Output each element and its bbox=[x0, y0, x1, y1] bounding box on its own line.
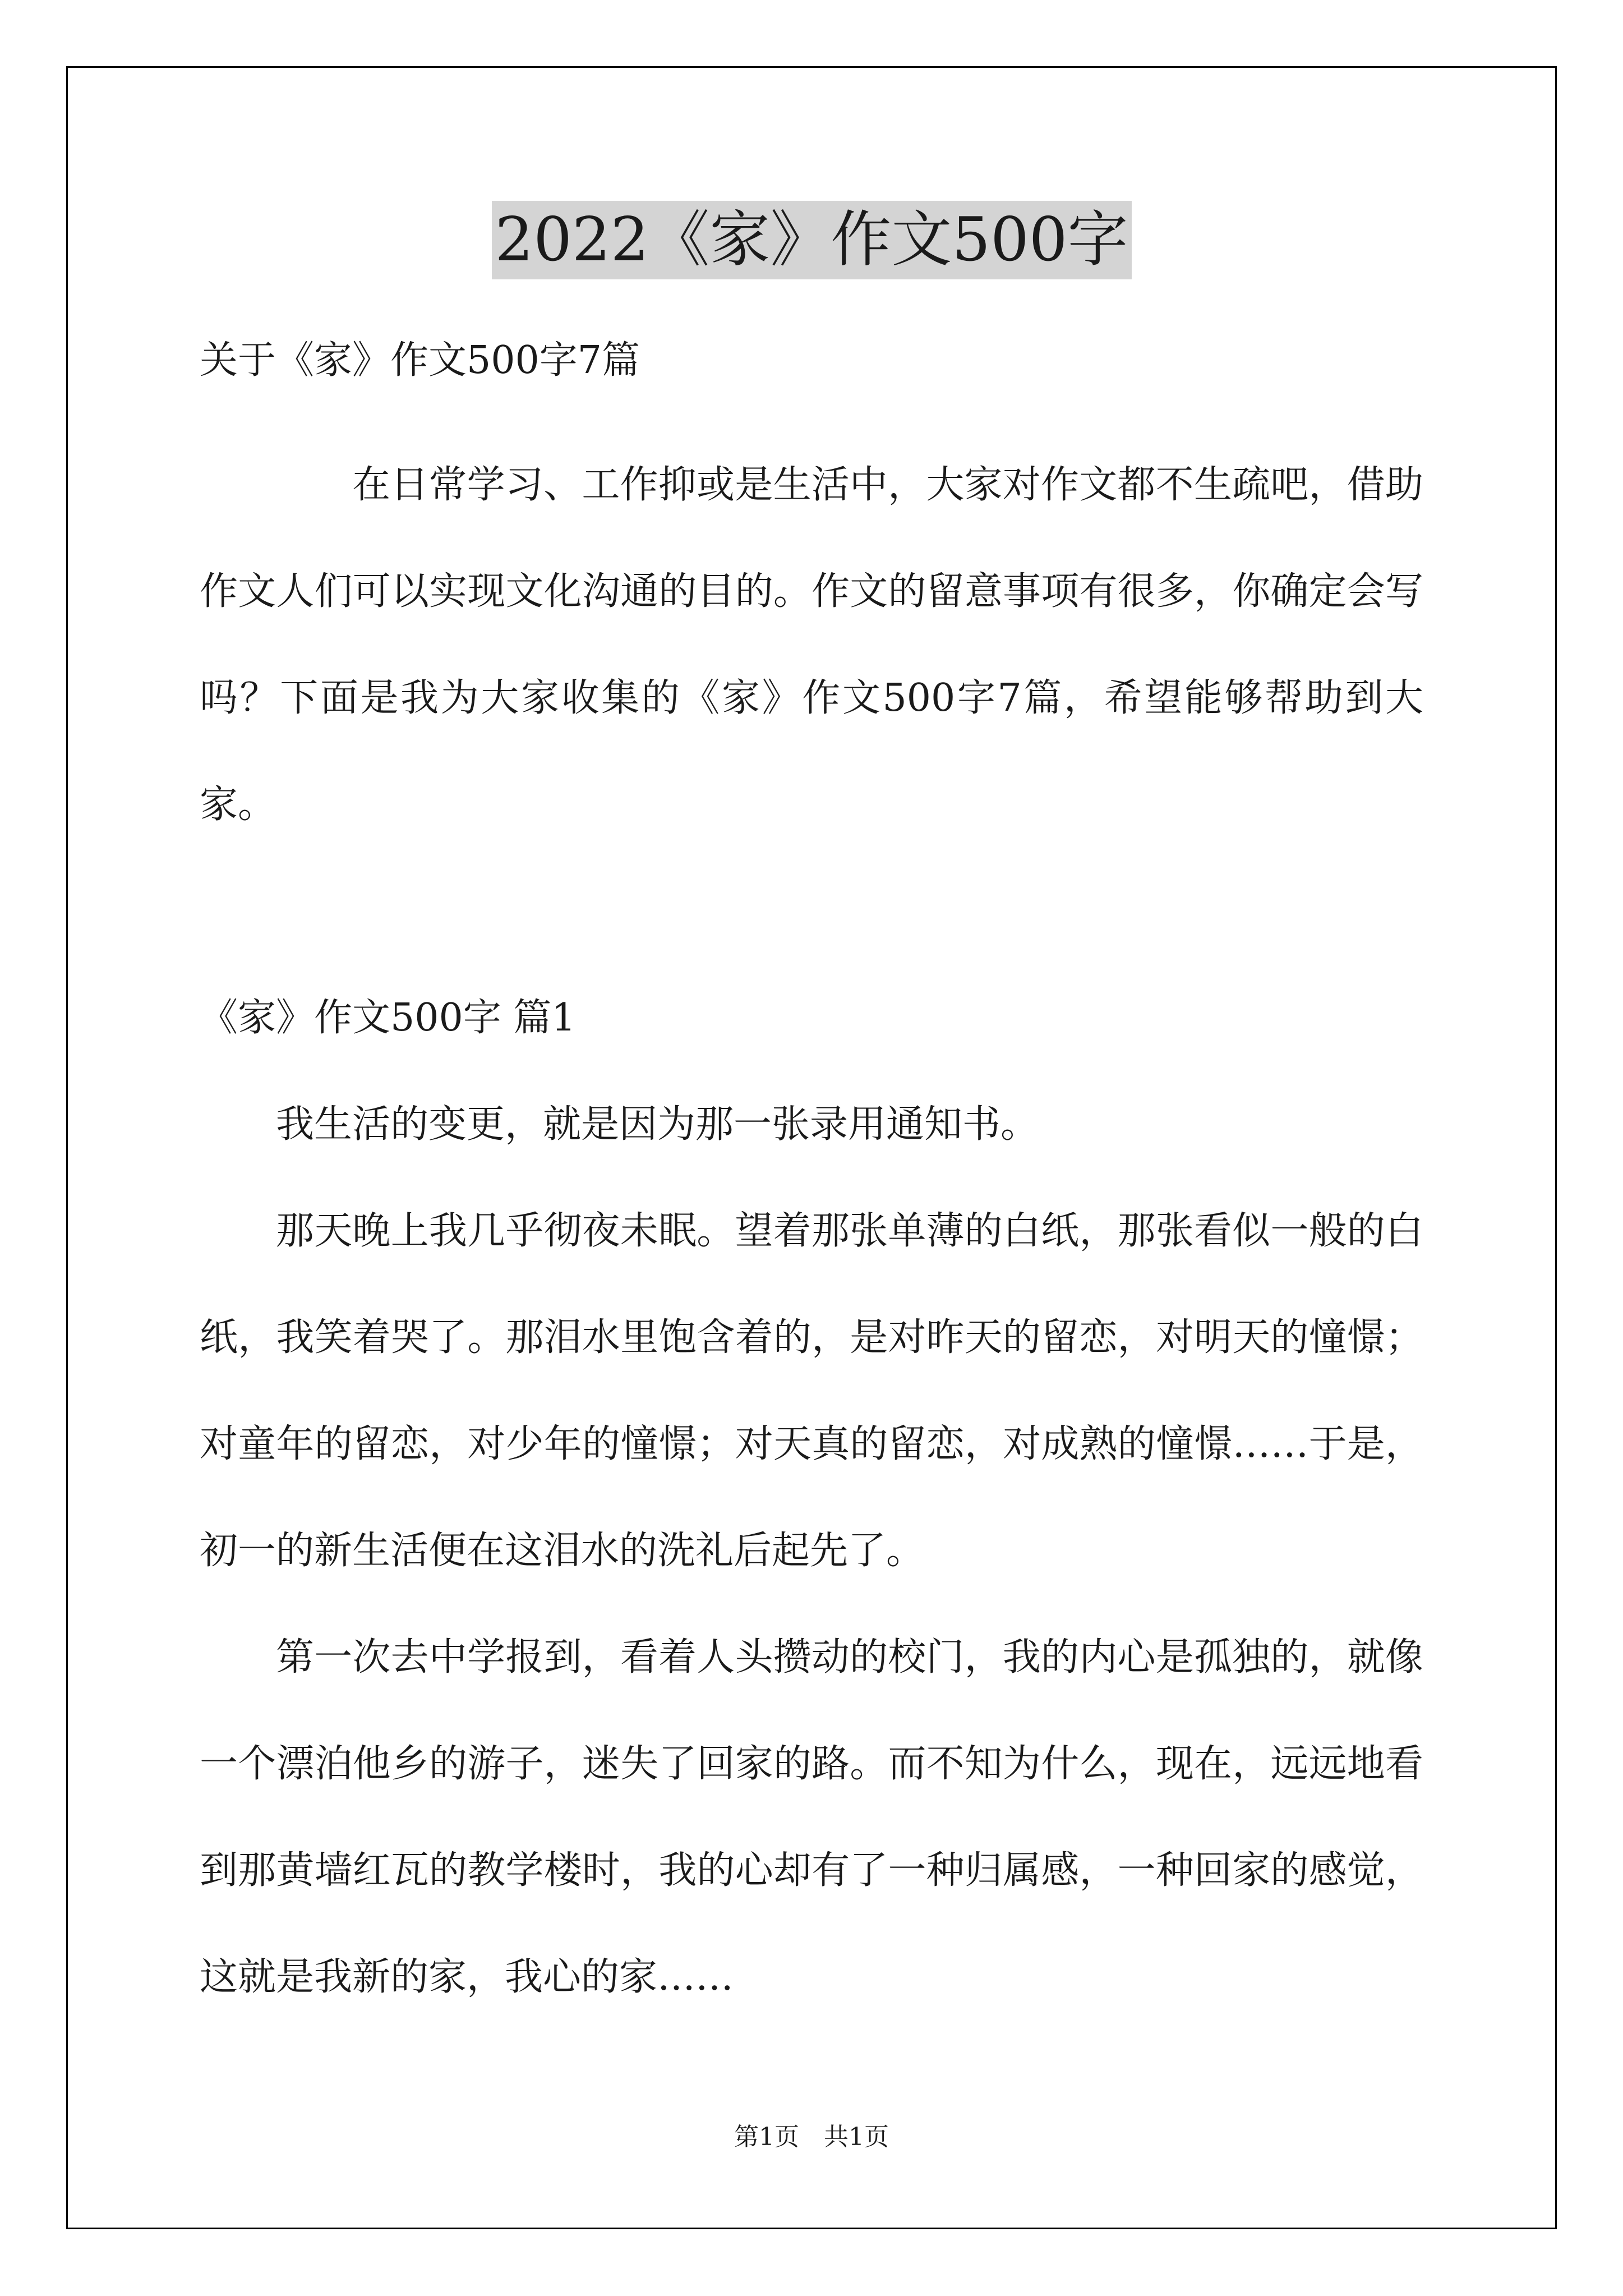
document-subtitle: 关于《家》作文500字7篇 bbox=[200, 338, 640, 383]
document-title: 2022《家》作文500字 bbox=[492, 201, 1132, 279]
title-container bbox=[0, 201, 1623, 279]
intro-paragraph: 在日常学习、工作抑或是生活中，大家对作文都不生疏吧，借助作文人们可以实现文化沟通的目的。作文的留意事项有很多，你确定会写吗？下面是我为大家收集的《家》作文500字7篇，希望能够帮助到大家。 bbox=[200, 463, 1423, 827]
section-heading: 《家》作文500字 篇1 bbox=[200, 996, 576, 1040]
paragraph-3: 第一次去中学报到，看着人头攒动的校门，我的内心是孤独的，就像一个漂泊他乡的游子，迷失了回家的路。而不知为什么，现在，远远地看到那黄墙红瓦的教学楼时，我的心却有了一种归属感，一种回家的感觉，这就是我新的家，我心的家…… bbox=[200, 1635, 1423, 1999]
page-footer: 第1页 共1页 bbox=[734, 2123, 889, 2151]
paragraph-2: 那天晚上我几乎彻夜未眠。望着那张单薄的白纸，那张看似一般的白纸，我笑着哭了。那泪水里饱含着的，是对昨天的留恋，对明天的憧憬；对童年的留恋，对少年的憧憬；对天真的留恋，对成熟的憧憬……于是，初一的新生活便在这泪水的洗礼后起先了。 bbox=[200, 1209, 1423, 1573]
paragraph-1: 我生活的变更，就是因为那一张录用通知书。 bbox=[276, 1102, 1039, 1147]
